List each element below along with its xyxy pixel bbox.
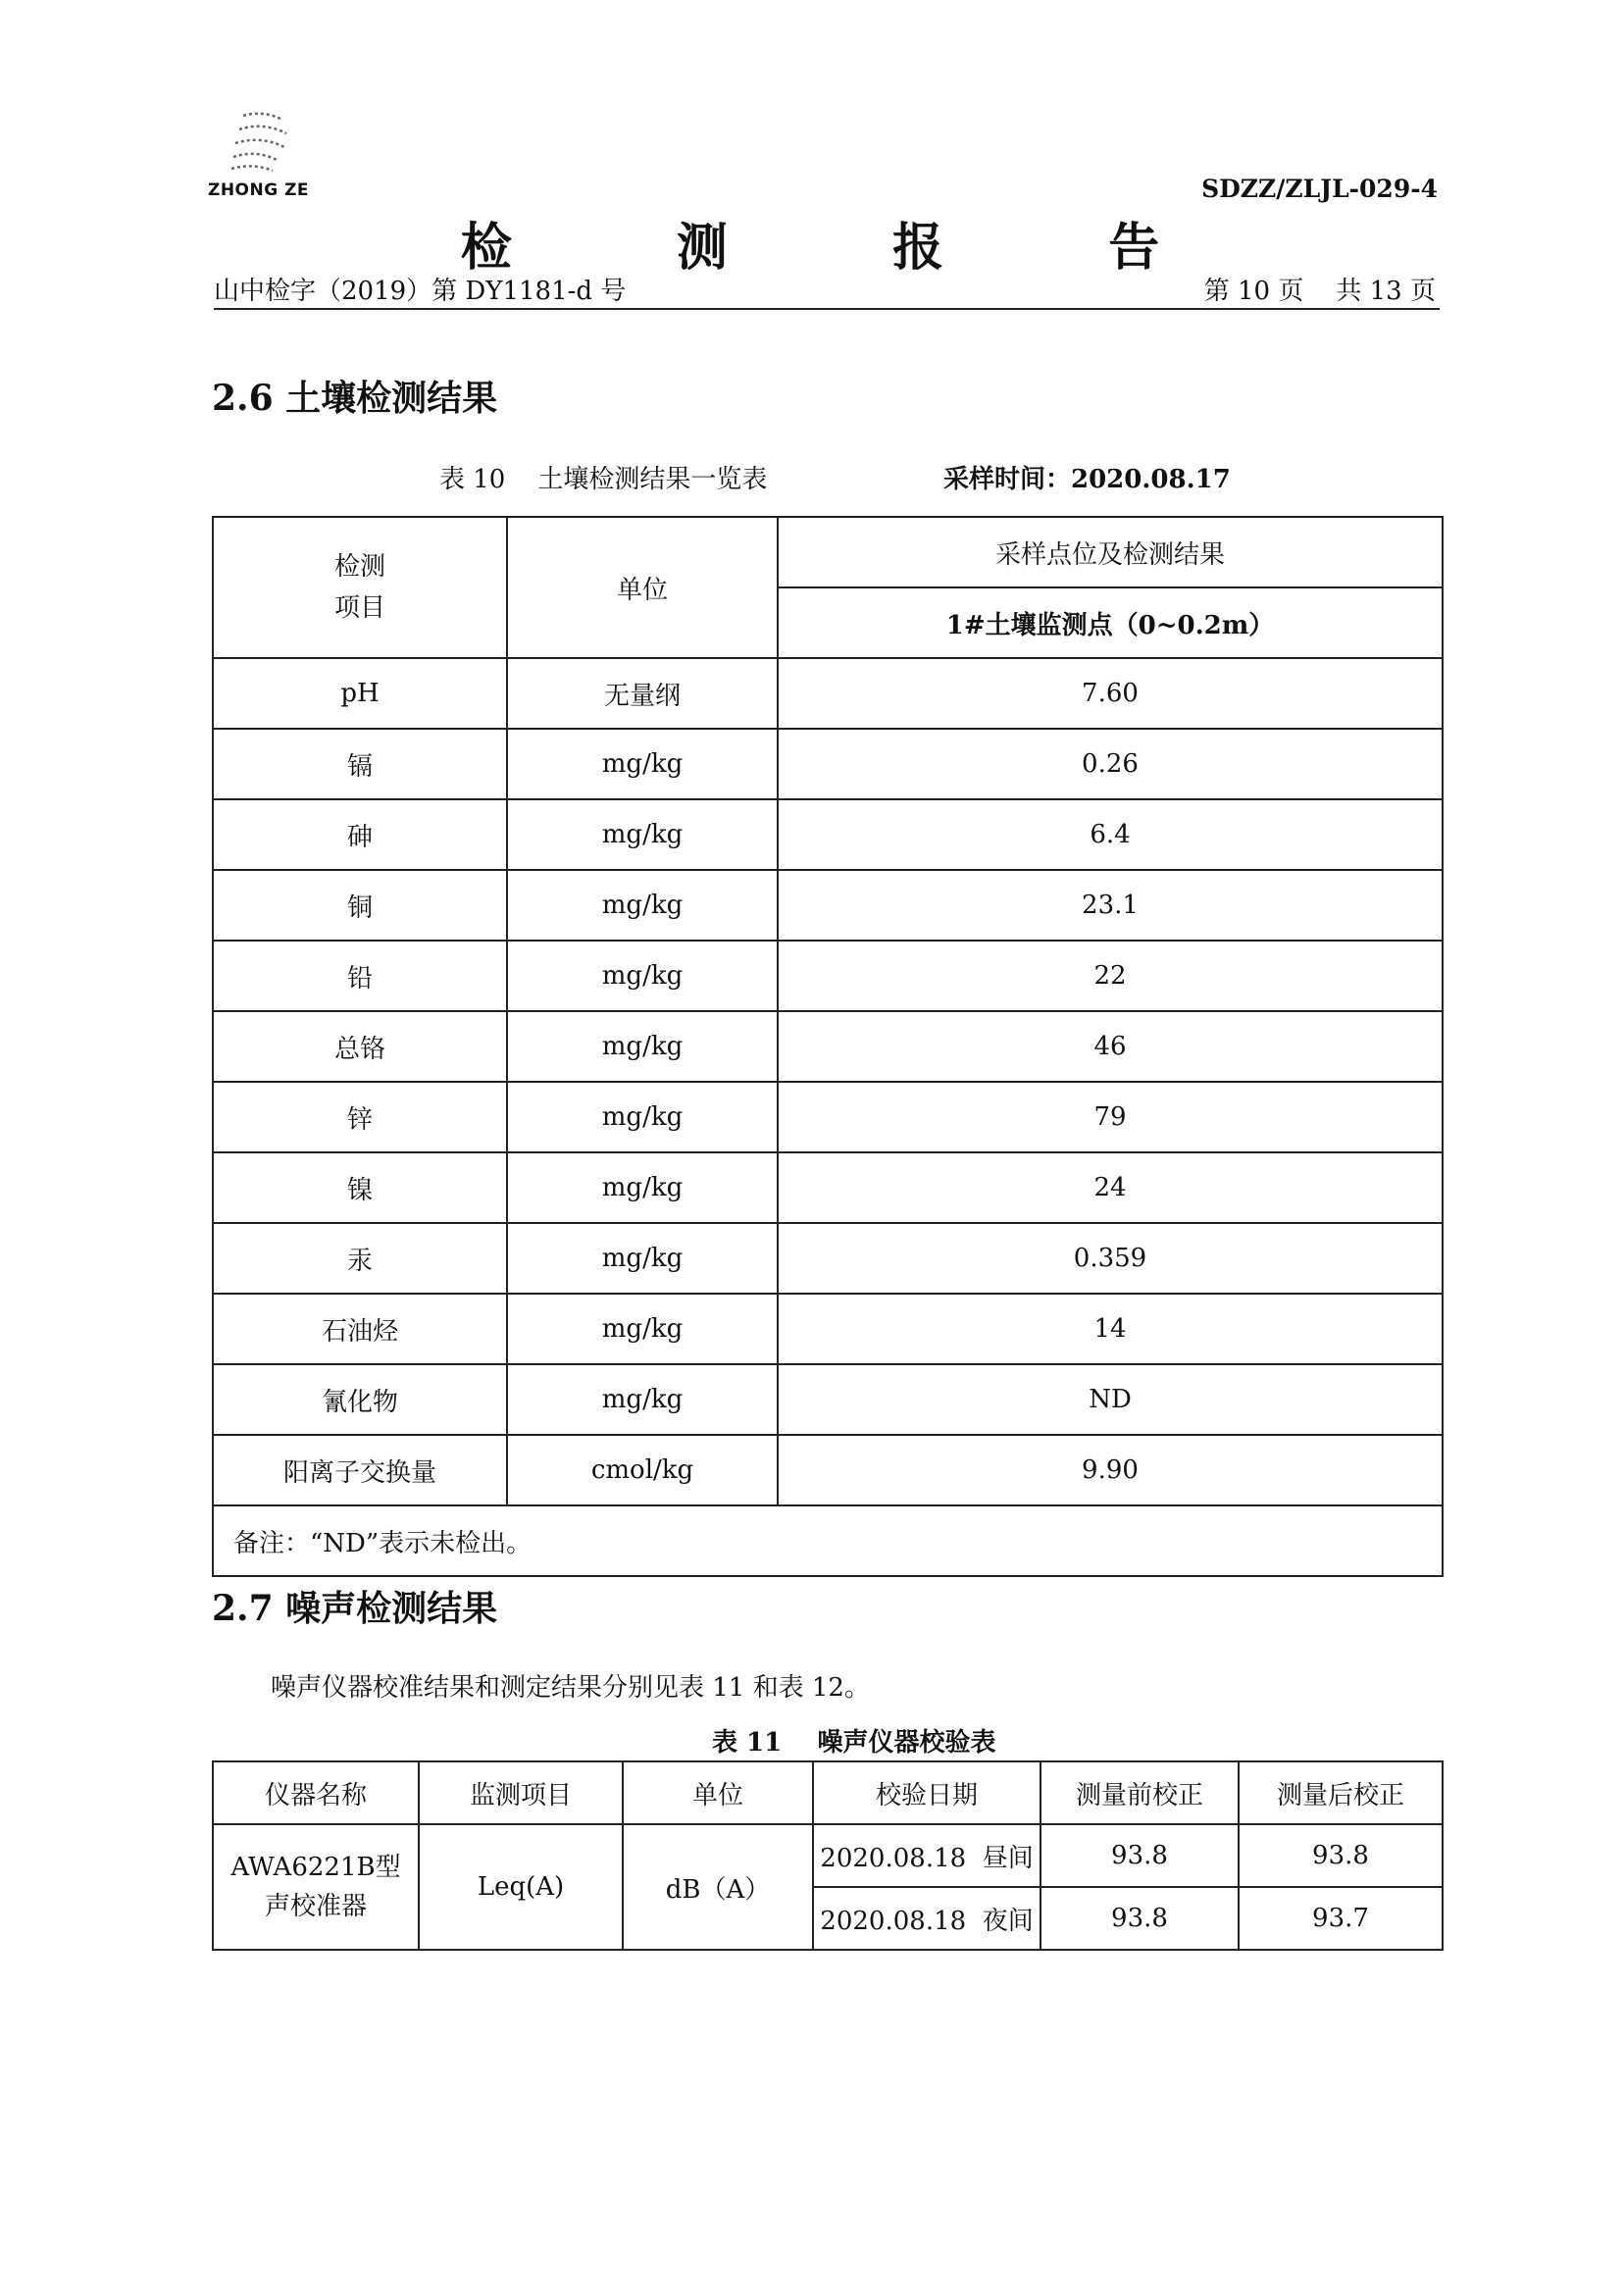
header-calibration-date: 校验日期 xyxy=(813,1761,1040,1824)
table-row xyxy=(213,1082,1443,1152)
cell-unit: mg/kg xyxy=(507,1011,778,1082)
header-divider xyxy=(214,308,1440,310)
cell-item: 石油烃 xyxy=(213,1294,507,1364)
cell-item: 镉 xyxy=(213,729,507,799)
cell-unit: 无量纲 xyxy=(507,658,778,729)
header-instrument-name: 仪器名称 xyxy=(213,1761,419,1824)
cell-value: ND xyxy=(778,1364,1443,1435)
cell-monitoring-item: Leq(A) xyxy=(419,1824,623,1950)
cell-item: pH xyxy=(213,658,507,729)
header-item: 检测 项目 xyxy=(213,517,507,658)
cell-value: 79 xyxy=(778,1082,1443,1152)
cell-date: 2020.08.18 夜间 xyxy=(813,1887,1040,1950)
cell-value: 9.90 xyxy=(778,1435,1443,1505)
cell-before: 93.8 xyxy=(1040,1824,1239,1887)
report-reference-number: 山中检字（2019）第 DY1181-d 号 xyxy=(214,277,627,306)
table-row xyxy=(213,1223,1443,1294)
document-code: SDZZ/ZLJL-029-4 xyxy=(1201,175,1438,203)
cell-item: 阳离子交换量 xyxy=(213,1435,507,1505)
table-row xyxy=(213,1294,1443,1364)
report-title: 检 测 报 告 xyxy=(460,218,1203,278)
cell-value: 46 xyxy=(778,1011,1443,1082)
table-row xyxy=(213,1011,1443,1082)
noise-calibration-table xyxy=(212,1760,1444,1951)
cell-after: 93.8 xyxy=(1239,1824,1443,1887)
table-row xyxy=(213,658,1443,729)
header-unit: 单位 xyxy=(623,1761,813,1824)
table-row xyxy=(213,941,1443,1011)
cell-item: 砷 xyxy=(213,799,507,870)
table-11-caption: 表 11 噪声仪器校验表 xyxy=(712,1728,996,1758)
header-pre-calibration: 测量前校正 xyxy=(1040,1761,1239,1824)
cell-before: 93.8 xyxy=(1040,1887,1239,1950)
table-row xyxy=(213,1152,1443,1223)
cell-value: 7.60 xyxy=(778,658,1443,729)
section-title-noise: 2.7 噪声检测结果 xyxy=(212,1588,498,1629)
cell-unit: mg/kg xyxy=(507,941,778,1011)
table-row xyxy=(213,729,1443,799)
cell-item: 铅 xyxy=(213,941,507,1011)
cell-unit: cmol/kg xyxy=(507,1435,778,1505)
logo-text: ZHONG ZE xyxy=(208,180,310,200)
cell-value: 6.4 xyxy=(778,799,1443,870)
sampling-time: 采样时间：2020.08.17 xyxy=(943,465,1231,494)
table-10-caption: 表 10 土壤检测结果一览表 xyxy=(439,465,768,494)
header-monitoring-item: 监测项目 xyxy=(419,1761,623,1824)
soil-results-table xyxy=(212,516,1444,1577)
cell-unit: mg/kg xyxy=(507,1223,778,1294)
cell-value: 22 xyxy=(778,941,1443,1011)
cell-unit: mg/kg xyxy=(507,1082,778,1152)
page-info: 第 10 页 共 13 页 xyxy=(1203,277,1436,306)
table-row xyxy=(213,799,1443,870)
cell-unit: mg/kg xyxy=(507,870,778,941)
cell-unit: mg/kg xyxy=(507,1294,778,1364)
cell-after: 93.7 xyxy=(1239,1887,1443,1950)
table-row xyxy=(213,1364,1443,1435)
noise-intro-text: 噪声仪器校准结果和测定结果分别见表 11 和表 12。 xyxy=(271,1673,870,1703)
table-header-row xyxy=(213,1761,1443,1824)
table-row xyxy=(213,1435,1443,1505)
table-row xyxy=(213,1824,1443,1887)
cell-unit: mg/kg xyxy=(507,799,778,870)
table-note-row xyxy=(213,1505,1443,1576)
cell-unit: mg/kg xyxy=(507,729,778,799)
cell-value: 0.359 xyxy=(778,1223,1443,1294)
cell-value: 24 xyxy=(778,1152,1443,1223)
cell-item: 镍 xyxy=(213,1152,507,1223)
cell-unit: mg/kg xyxy=(507,1152,778,1223)
cell-unit: mg/kg xyxy=(507,1364,778,1435)
cell-unit: dB（A） xyxy=(623,1824,813,1950)
cell-item: 锌 xyxy=(213,1082,507,1152)
cell-date: 2020.08.18 昼间 xyxy=(813,1824,1040,1887)
table-row xyxy=(213,870,1443,941)
table-header-row xyxy=(213,517,1443,587)
header-sampling-point: 1#土壤监测点（0~0.2m） xyxy=(778,587,1443,658)
section-title-soil: 2.6 土壤检测结果 xyxy=(212,378,498,419)
cell-item: 氰化物 xyxy=(213,1364,507,1435)
header-post-calibration: 测量后校正 xyxy=(1239,1761,1443,1824)
cell-item: 汞 xyxy=(213,1223,507,1294)
cell-instrument: AWA6221B型 声校准器 xyxy=(213,1824,419,1950)
header-unit: 单位 xyxy=(507,517,778,658)
cell-value: 14 xyxy=(778,1294,1443,1364)
cell-item: 铜 xyxy=(213,870,507,941)
table-note: 备注：“ND”表示未检出。 xyxy=(213,1505,1443,1576)
cell-item: 总铬 xyxy=(213,1011,507,1082)
header-sampling-group: 采样点位及检测结果 xyxy=(778,517,1443,587)
cell-value: 0.26 xyxy=(778,729,1443,799)
cell-value: 23.1 xyxy=(778,870,1443,941)
